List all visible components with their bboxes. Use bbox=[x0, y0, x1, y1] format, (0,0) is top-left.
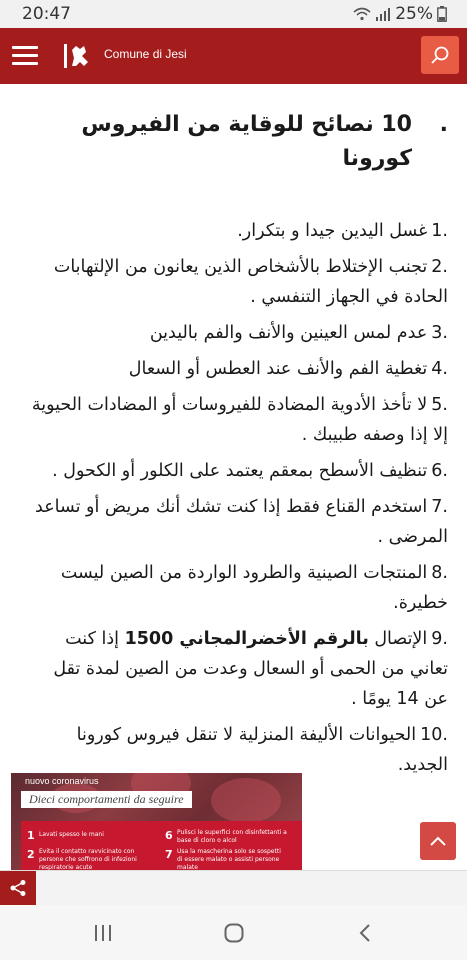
title-bullet: . bbox=[439, 112, 448, 137]
system-nav-bar bbox=[0, 905, 467, 960]
chevron-up-icon bbox=[430, 836, 446, 846]
search-button[interactable] bbox=[421, 36, 459, 74]
status-bar bbox=[0, 0, 467, 28]
list-item: .1غسل اليدين جيدا و بتكرار. bbox=[237, 221, 448, 241]
list-item: .2تجنب الإختلاط بالأشخاص الذين يعانون من الإلتهابات الحادة في الجهاز التنفسي . bbox=[53, 257, 448, 307]
wifi-icon bbox=[353, 7, 371, 21]
recent-apps-button[interactable] bbox=[90, 920, 116, 946]
jesi-logo[interactable] bbox=[62, 40, 94, 72]
hamburger-icon[interactable] bbox=[12, 46, 38, 66]
banner-panel: 1 Lavati spesso le mani 2 Evita il contatto ravvicinato con persone che soffrono di infezioni respiratorie acute 6 Pulisci le superfici con disinfettanti a base di cloro o alcol 7 Usa la mascherina solo se sospetti di essere malato o assisti persone malate bbox=[21, 821, 302, 870]
list-item: .9الإتصال بالرقم الأخضرالمجاني 1500 إذا كنت تعاني من الحمى أو السعال وعدت من الصين لمدة تقل عن 14 يومًا . bbox=[53, 629, 448, 709]
scroll-to-top-button[interactable] bbox=[420, 822, 456, 860]
status-time: 20:47 bbox=[22, 4, 71, 24]
back-button[interactable] bbox=[352, 920, 378, 946]
list-item: .10الحيوانات الأليفة المنزلية لا تنقل فيروس كورونا الجديد. bbox=[76, 725, 448, 775]
site-name[interactable]: Comune di Jesi bbox=[104, 47, 187, 61]
list-item: .6تنظيف الأسطح بمعقم يعتمد على الكلور أو الكحول . bbox=[52, 461, 448, 481]
list-item: .7استخدم القناع فقط إذا كنت تشك أنك مريض أو تساعد المرضى . bbox=[35, 497, 448, 547]
list-item: .4تغطية الفم والأنف عند العطس أو السعال bbox=[128, 359, 448, 379]
home-icon bbox=[223, 922, 245, 944]
home-button[interactable] bbox=[221, 920, 247, 946]
status-icons bbox=[353, 4, 447, 24]
banner-small-label: nuovo coronavirus bbox=[25, 776, 99, 786]
battery-percent: 25% bbox=[395, 4, 433, 24]
share-bar bbox=[0, 870, 467, 905]
share-button[interactable] bbox=[0, 871, 36, 905]
app-header bbox=[0, 28, 467, 84]
article-title bbox=[30, 108, 448, 176]
share-icon bbox=[9, 879, 27, 897]
signal-icon bbox=[375, 7, 391, 21]
banner-heading: Dieci comportamenti da seguire bbox=[21, 791, 192, 808]
list-item: .5لا تأخذ الأدوية المضادة للفيروسات أو المضادات الحيوية إلا إذا وصفه طبيبك . bbox=[31, 395, 448, 445]
article-body bbox=[30, 108, 448, 786]
recent-apps-icon bbox=[93, 924, 113, 942]
tips-list bbox=[30, 216, 448, 780]
article-title-text: 10 نصائح للوقاية من الفيروس كورونا bbox=[81, 112, 412, 171]
battery-icon bbox=[437, 6, 447, 22]
back-icon bbox=[358, 923, 372, 943]
coronavirus-infographic[interactable] bbox=[11, 773, 302, 870]
search-icon bbox=[430, 45, 450, 65]
list-item: .3عدم لمس العينين والأنف والفم باليدين bbox=[149, 323, 448, 343]
list-item: .8المنتجات الصينية والطرود الواردة من الصين ليست خطيرة. bbox=[60, 563, 448, 613]
green-number: بالرقم الأخضرالمجاني 1500 bbox=[124, 629, 369, 649]
